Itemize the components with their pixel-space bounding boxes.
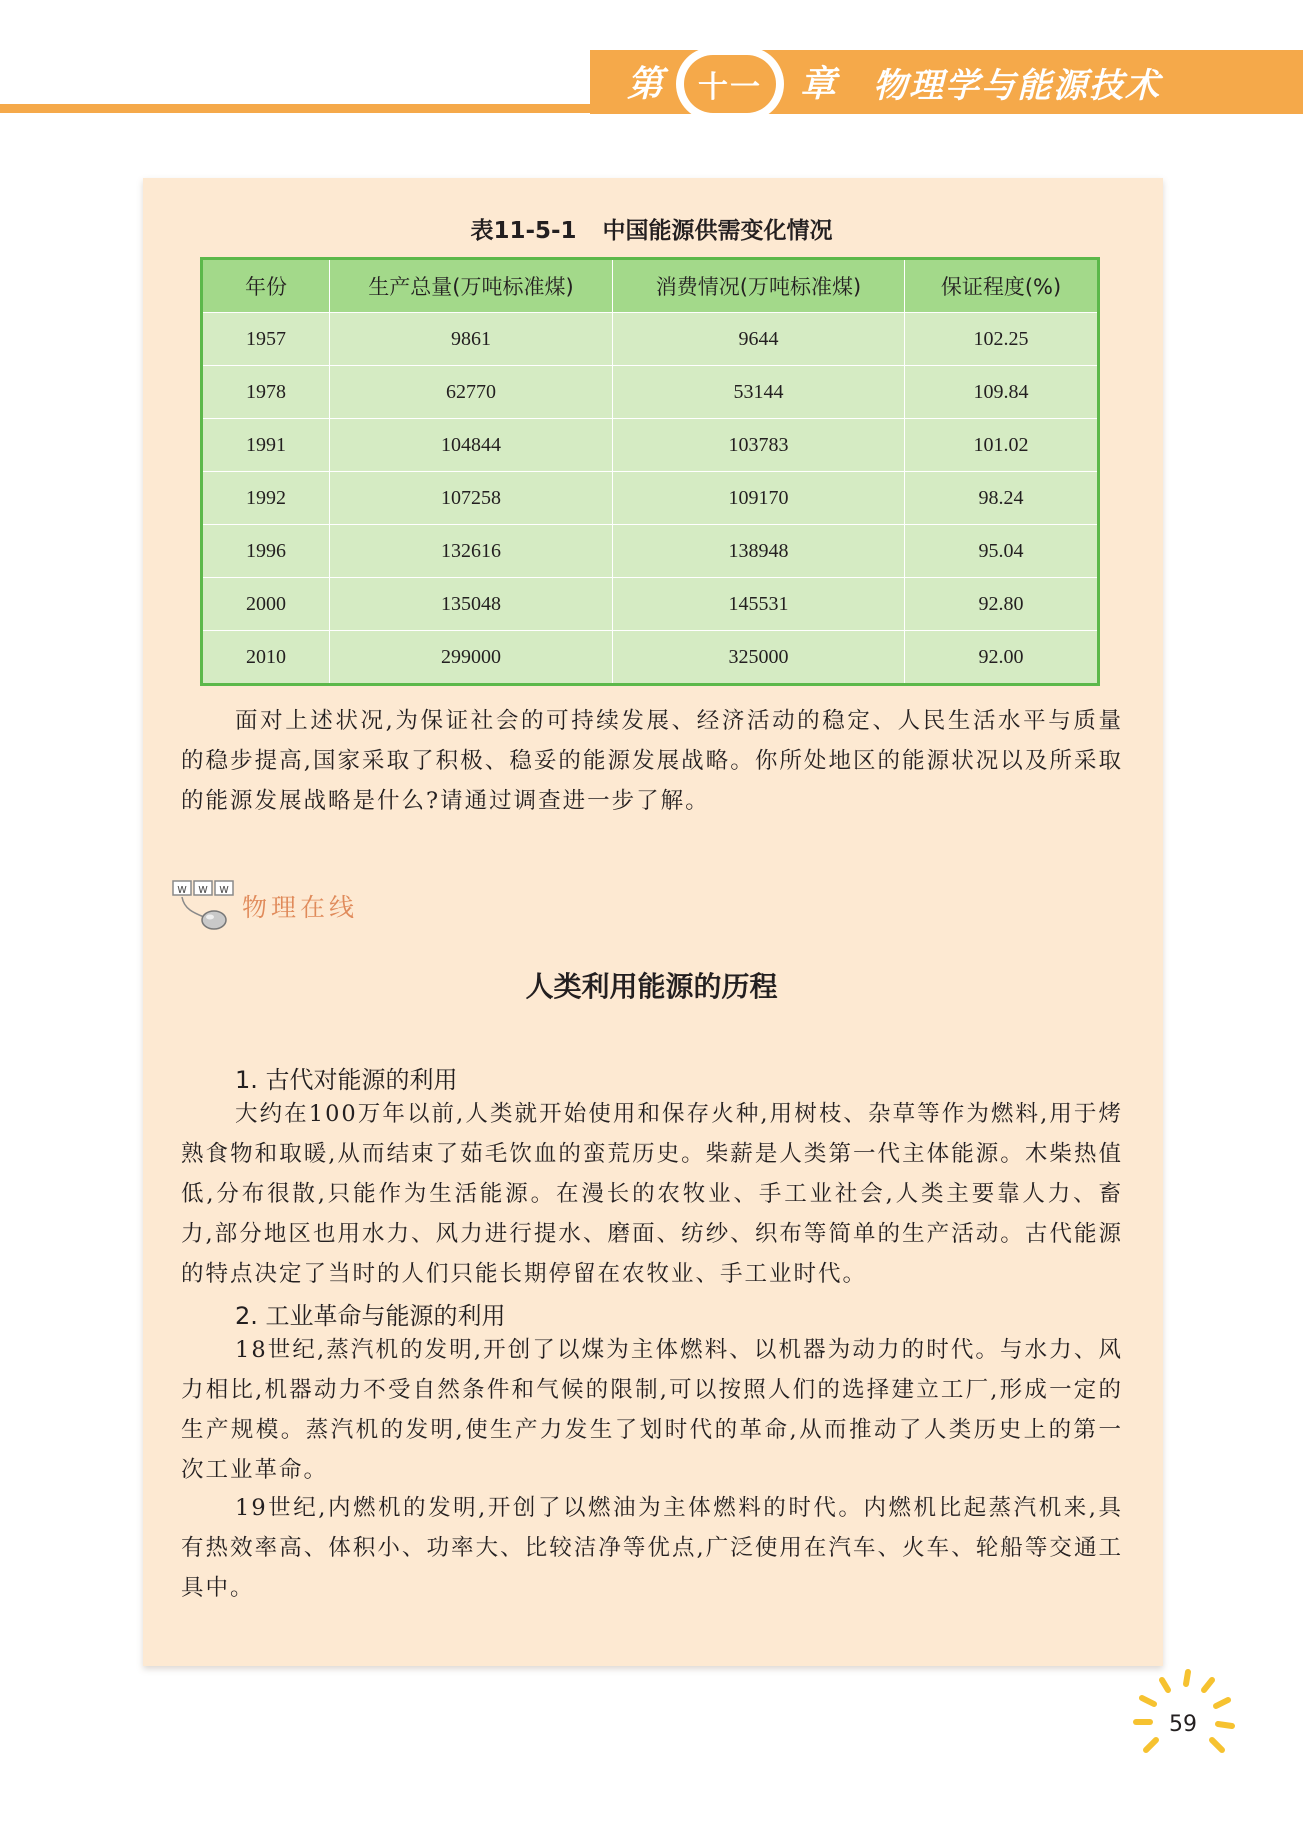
table-cell: 138948	[613, 525, 905, 578]
table-cell: 101.02	[905, 419, 1099, 472]
svg-text:w: w	[219, 882, 229, 896]
table-row	[202, 631, 1099, 685]
table-cell: 104844	[330, 419, 613, 472]
table-row	[202, 525, 1099, 578]
table-row	[202, 419, 1099, 472]
table-cell: 102.25	[905, 313, 1099, 366]
table-cell: 299000	[330, 631, 613, 685]
table-cell: 1978	[202, 366, 330, 419]
svg-text:w: w	[198, 882, 208, 896]
column-header: 保证程度(%)	[905, 259, 1099, 313]
www-mouse-icon	[172, 879, 236, 931]
table-cell: 1992	[202, 472, 330, 525]
table-header-row	[202, 259, 1099, 313]
table-cell: 325000	[613, 631, 905, 685]
chapter-suffix: 章	[800, 63, 837, 105]
table-caption-number: 表11-5-1	[470, 218, 577, 244]
table-cell: 53144	[613, 366, 905, 419]
section-heading: 2. 工业革命与能源的利用	[235, 1302, 506, 1330]
table-cell: 145531	[613, 578, 905, 631]
chapter-prefix: 第	[627, 63, 664, 105]
table-row	[202, 578, 1099, 631]
table-row	[202, 472, 1099, 525]
header-rule	[0, 104, 590, 113]
table-cell: 92.80	[905, 578, 1099, 631]
table-row	[202, 366, 1099, 419]
table-cell: 2010	[202, 631, 330, 685]
table-cell: 1957	[202, 313, 330, 366]
chapter-number: 十一	[698, 70, 762, 105]
svg-text:w: w	[177, 882, 187, 896]
energy-supply-table	[200, 257, 1100, 686]
table-cell: 132616	[330, 525, 613, 578]
body-paragraph: 大约在100万年以前,人类就开始使用和保存火种,用树枝、杂草等作为燃料,用于烤熟食物和取暖,从而结束了茹毛饮血的蛮荒历史。柴薪是人类第一代主体能源。木柴热值低,分布很散,只能作为生活能源。在漫长的农牧业、手工业社会,人类主要靠人力、畜力,部分地区也用水力、风力进行提水、磨面、纺纱、织布等简单的生产活动。古代能源的特点决定了当时的人们只能长期停留在农牧业、手工业时代。	[181, 1101, 1123, 1287]
table-row	[202, 313, 1099, 366]
body-paragraph: 18世纪,蒸汽机的发明,开创了以煤为主体燃料、以机器为动力的时代。与水力、风力相比,机器动力不受自然条件和气候的限制,可以按照人们的选择建立工厂,形成一定的生产规模。蒸汽机的发明,使生产力发生了划时代的革命,从而推动了人类历史上的第一次工业革命。	[181, 1337, 1123, 1483]
table-cell: 98.24	[905, 472, 1099, 525]
table-cell: 1996	[202, 525, 330, 578]
body-paragraph: 19世纪,内燃机的发明,开创了以燃油为主体燃料的时代。内燃机比起蒸汽机来,具有热效率高、体积小、功率大、比较洁净等优点,广泛使用在汽车、火车、轮船等交通工具中。	[181, 1495, 1123, 1601]
page-number: 59	[1169, 1712, 1197, 1737]
section-heading: 1. 古代对能源的利用	[235, 1066, 458, 1094]
section-title: 人类利用能源的历程	[525, 970, 778, 1003]
table-caption-title: 中国能源供需变化情况	[602, 218, 833, 244]
table-cell: 135048	[330, 578, 613, 631]
table-cell: 2000	[202, 578, 330, 631]
table-cell: 92.00	[905, 631, 1099, 685]
table-caption	[0, 212, 1303, 245]
table-cell: 103783	[613, 419, 905, 472]
column-header: 生产总量(万吨标准煤)	[330, 259, 613, 313]
column-header: 消费情况(万吨标准煤)	[613, 259, 905, 313]
table-cell: 9861	[330, 313, 613, 366]
table-cell: 9644	[613, 313, 905, 366]
table-cell: 107258	[330, 472, 613, 525]
table-cell: 1991	[202, 419, 330, 472]
table-cell: 62770	[330, 366, 613, 419]
intro-paragraph: 面对上述状况,为保证社会的可持续发展、经济活动的稳定、人民生活水平与质量的稳步提高,国家采取了积极、稳妥的能源发展战略。你所处地区的能源状况以及所采取的能源发展战略是什么?请通过调查进一步了解。	[181, 708, 1123, 814]
chapter-title: 物理学与能源技术	[873, 66, 1161, 106]
column-header: 年份	[202, 259, 330, 313]
online-section-label: 物理在线	[242, 893, 359, 922]
table-cell: 95.04	[905, 525, 1099, 578]
table-cell: 109.84	[905, 366, 1099, 419]
chapter-number-badge	[676, 47, 784, 121]
table-cell: 109170	[613, 472, 905, 525]
